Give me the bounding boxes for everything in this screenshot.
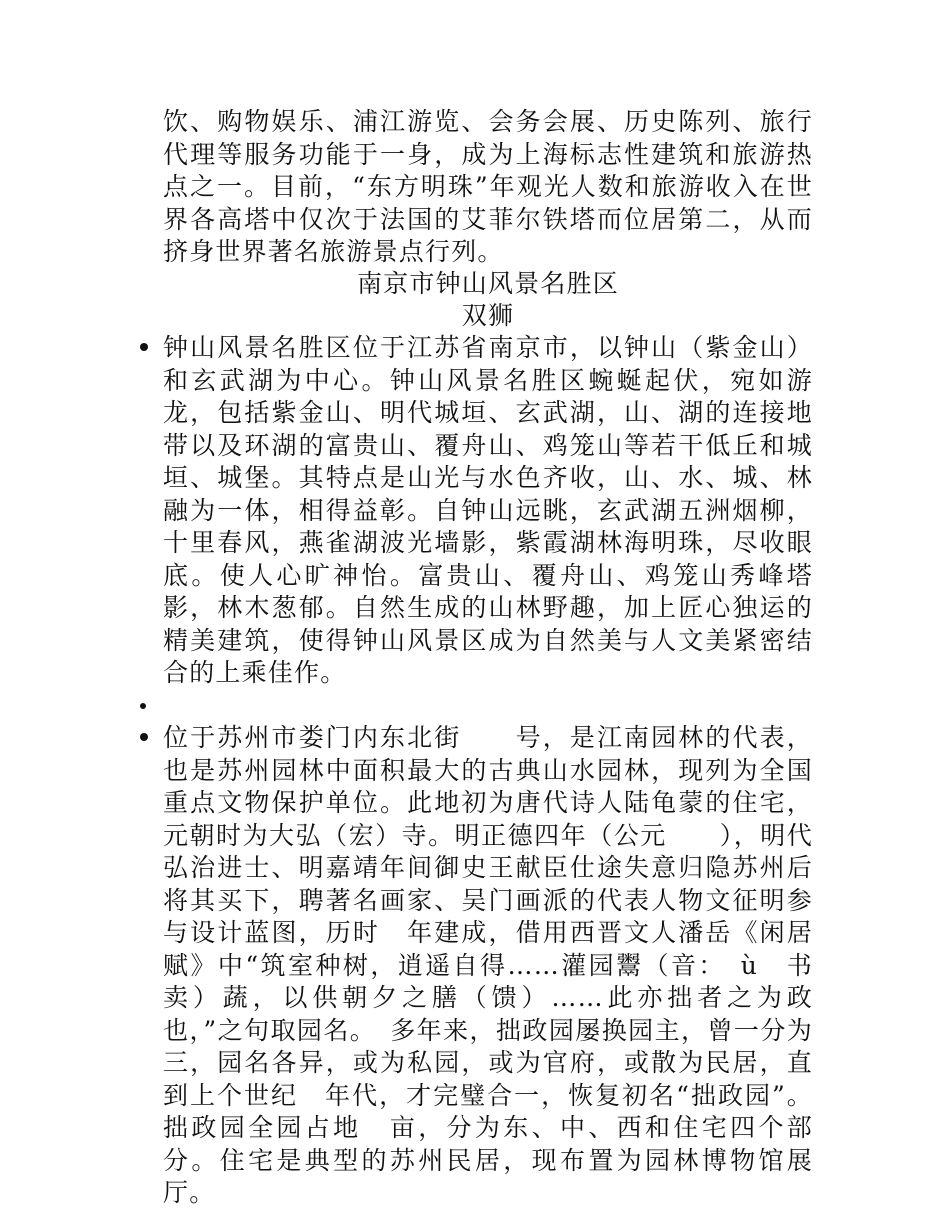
list-item	[0, 332, 950, 690]
list-item-text: 位于苏州市娄门内东北街 号，是江南园林的代表，也是苏州园林中面积最大的古典山水园林，现列为全国重点文物保护单位。此地初为唐代诗人陆龟蒙的住宅，元朝时为大弘（宏）寺。明正德四年（公元 ），明代弘治进士、明嘉靖年间御史王献臣仕途失意归隐苏州后将其买下，聘著名画家、吴门画派的代表人物文征明参与设计蓝图，历时 年建成，借用西晋文人潘岳《闲居赋》中“筑室种树，逍遥自得……灌园鬻（音： ù 书 卖）蔬，以供朝夕之膳（馈）……此亦拙者之为政也，”之句取园名。 多年来，拙政园屡换园主，曾一分为三，园名各异，或为私园，或为官府，或散为民居，直到上个世纪 年代，才完璧合一，恢复初名“拙政园”。拙政园全园占地 亩，分为东、中、西和住宅四个部分。住宅是典型的苏州民居，现布置为园林博物馆展厅。	[163, 723, 840, 1207]
list-item	[0, 722, 950, 1210]
bullet-icon	[140, 343, 148, 351]
bullet-icon	[140, 733, 148, 741]
list-item-text: 钟山风景名胜区位于江苏省南京市，以钟山（紫金山）和玄武湖为中心。钟山风景名胜区蜿蜒起伏，宛如游龙，包括紫金山、明代城垣、玄武湖，山、湖的连接地带以及环湖的富贵山、覆舟山、鸡笼山等若干低丘和城垣、城堡。其特点是山光与水色齐收，山、水、城、林融为一体，相得益彰。自钟山远眺，玄武湖五洲烟柳，十里春风，燕雀湖波光墙影，紫霞湖林海明珠，尽收眼底。使人心旷神怡。富贵山、覆舟山、鸡笼山秀峰塔影，林木葱郁。自然生成的山林野趣，加上匠心独运的精美建筑，使得钟山风景区成为自然美与人文美紧密结合的上乘佳作。	[163, 333, 813, 687]
bullet-icon	[140, 703, 146, 709]
section-title: 南京市钟山风景名胜区	[356, 269, 619, 298]
bullet-list	[0, 332, 950, 1210]
list-item	[0, 690, 950, 723]
section-subtitle: 双狮	[461, 301, 515, 330]
intro-paragraph: 饮、购物娱乐、浦江游览、会务会展、历史陈列、旅行代理等服务功能于一身，成为上海标志性建筑和旅游热点之一。目前，“东方明珠”年观光人数和旅游收入在世界各高塔中仅次于法国的艾菲尔铁塔而位居第二，从而挤身世界著名旅游景点行列。	[163, 107, 813, 266]
